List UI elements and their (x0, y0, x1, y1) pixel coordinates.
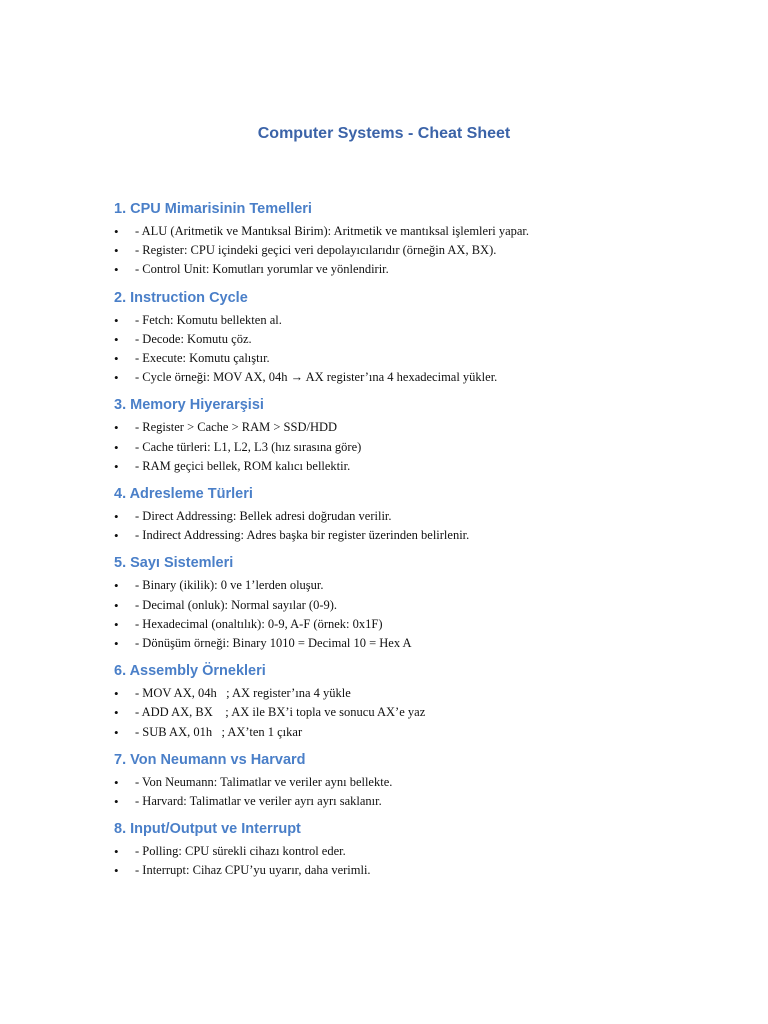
section-7 (114, 750, 734, 811)
list-item (114, 368, 734, 387)
list-item-text: - Interrupt: Cihaz CPU’yu uyarır, daha verimli. (135, 863, 371, 878)
bullet-icon: • (114, 331, 119, 347)
section-3 (114, 395, 734, 476)
list-item (114, 349, 734, 368)
bullet-icon: • (114, 616, 119, 632)
list-item (114, 723, 734, 742)
section-5 (114, 553, 734, 653)
list-item-text: - Von Neumann: Talimatlar ve veriler aynı bellekte. (135, 774, 393, 789)
bullet-list (114, 576, 734, 653)
bullet-list (114, 684, 734, 742)
list-item-text: - Dönüşüm örneği: Binary 1010 = Decimal 10 = Hex A (135, 636, 412, 651)
list-item-text: - Hexadecimal (onaltılık): 0-9, A-F (örnek: 0x1F) (135, 616, 383, 631)
list-item-text: - Register: CPU içindeki geçici veri depolayıcılarıdır (örneğin AX, BX). (135, 243, 497, 258)
list-item-text: - Direct Addressing: Bellek adresi doğrudan verilir. (135, 509, 392, 524)
list-item (114, 330, 734, 349)
bullet-icon: • (114, 578, 119, 594)
list-item-text: - RAM geçici bellek, ROM kalıcı bellektir. (135, 458, 351, 473)
list-item-text: - ADD AX, BX ; AX ile BX’i topla ve sonucu AX’e yaz (135, 705, 426, 720)
bullet-list (114, 418, 734, 476)
list-item-text: - SUB AX, 01h ; AX’ten 1 çıkar (135, 724, 303, 739)
section-6 (114, 661, 734, 742)
list-item-text: - Decode: Komutu çöz. (135, 331, 252, 346)
list-item (114, 260, 734, 279)
bullet-icon: • (114, 844, 119, 860)
bullet-icon: • (114, 420, 119, 436)
list-item-text: - Indirect Addressing: Adres başka bir register üzerinden belirlenir. (135, 528, 470, 543)
bullet-icon: • (114, 863, 119, 879)
bullet-list (114, 842, 734, 880)
list-item-text: - MOV AX, 04h ; AX register’ına 4 yükle (135, 686, 351, 701)
section-heading: 3. Memory Hiyerarşisi (114, 397, 264, 414)
bullet-icon: • (114, 774, 119, 790)
list-item-text: - Fetch: Komutu bellekten al. (135, 312, 282, 327)
section-heading: 1. CPU Mimarisinin Temelleri (114, 201, 312, 217)
list-item (114, 457, 734, 476)
bullet-list (114, 222, 734, 280)
list-item (114, 792, 734, 811)
list-item (114, 861, 734, 880)
bullet-list (114, 773, 734, 811)
bullet-icon: • (114, 262, 119, 278)
list-item (114, 241, 734, 260)
list-item-text: - ALU (Aritmetik ve Mantıksal Birim): Aritmetik ve mantıksal işlemleri yapar. (135, 224, 530, 238)
list-item (114, 438, 734, 457)
bullet-icon: • (114, 351, 119, 367)
list-item (114, 418, 734, 437)
sections-container (114, 199, 734, 885)
list-item (114, 842, 734, 861)
section-heading: 5. Sayı Sistemleri (114, 555, 234, 572)
bullet-icon: • (114, 636, 119, 652)
list-item (114, 773, 734, 792)
list-item-text: - Harvard: Talimatlar ve veriler ayrı ayrı saklanır. (135, 794, 382, 809)
bullet-icon: • (114, 705, 119, 721)
section-heading: 2. Instruction Cycle (114, 289, 248, 306)
bullet-icon: • (114, 724, 119, 740)
list-item (114, 684, 734, 703)
section-heading: 4. Adresleme Türleri (114, 486, 253, 503)
section-4 (114, 484, 734, 545)
list-item-text: - Cycle örneği: MOV AX, 04h → AX register’ına 4 hexadecimal yükler. (135, 370, 498, 385)
list-item (114, 634, 734, 653)
document-title: Computer Systems - Cheat Sheet (257, 125, 511, 142)
section-heading: 7. Von Neumann vs Harvard (114, 751, 306, 768)
bullet-icon: • (114, 509, 119, 525)
bullet-icon: • (114, 458, 119, 474)
bullet-icon: • (114, 224, 119, 239)
section-heading: 8. Input/Output ve Interrupt (114, 821, 301, 838)
bullet-icon: • (114, 794, 119, 810)
bullet-icon: • (114, 312, 119, 328)
list-item (114, 526, 734, 545)
bullet-icon: • (114, 439, 119, 455)
bullet-icon: • (114, 528, 119, 544)
list-item-text: - Execute: Komutu çalıştır. (135, 351, 270, 366)
list-item (114, 576, 734, 595)
list-item-text: - Register > Cache > RAM > SSD/HDD (135, 420, 338, 435)
list-item (114, 596, 734, 615)
list-item (114, 222, 734, 241)
section-heading: 6. Assembly Örnekleri (114, 663, 266, 680)
bullet-list (114, 311, 734, 388)
list-item (114, 507, 734, 526)
list-item-text: - Control Unit: Komutları yorumlar ve yönlendirir. (135, 262, 389, 277)
bullet-icon: • (114, 370, 119, 386)
list-item (114, 703, 734, 722)
list-item-text: - Cache türleri: L1, L2, L3 (hız sırasına göre) (135, 439, 362, 454)
section-1 (114, 199, 734, 280)
bullet-icon: • (114, 243, 119, 259)
bullet-icon: • (114, 686, 119, 702)
list-item-text: - Binary (ikilik): 0 ve 1’lerden oluşur. (135, 578, 324, 593)
section-2 (114, 288, 734, 388)
list-item-text: - Decimal (onluk): Normal sayılar (0-9). (135, 597, 338, 612)
bullet-list (114, 507, 734, 545)
list-item-text: - Polling: CPU sürekli cihazı kontrol eder. (135, 844, 346, 859)
bullet-icon: • (114, 597, 119, 613)
section-8 (114, 819, 734, 880)
list-item (114, 311, 734, 330)
list-item (114, 615, 734, 634)
